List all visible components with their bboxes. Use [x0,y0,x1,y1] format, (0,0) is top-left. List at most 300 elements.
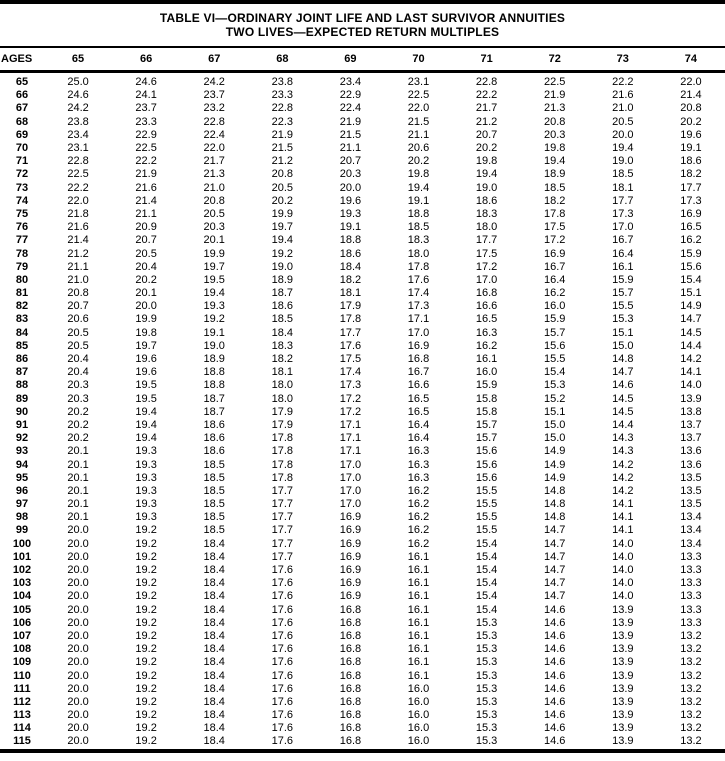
expected-return-multiple: 16.2 [407,537,430,550]
expected-return-multiple: 16.1 [475,353,498,366]
expected-return-multiple: 17.2 [543,234,566,247]
table-row [0,656,725,669]
expected-return-multiple: 20.0 [67,603,89,616]
expected-return-multiple: 20.1 [67,484,89,497]
expected-return-multiple: 16.1 [407,669,430,682]
expected-return-multiple: 18.1 [339,287,362,300]
table-row [0,129,725,142]
expected-return-multiple: 14.9 [543,458,566,471]
table-row [0,261,725,274]
expected-return-multiple: 17.7 [271,511,294,524]
expected-return-multiple: 21.0 [612,102,634,115]
expected-return-multiple: 19.4 [135,432,157,445]
expected-return-multiple: 16.8 [339,669,362,682]
expected-return-multiple: 20.2 [407,155,430,168]
expected-return-multiple: 20.7 [67,300,89,313]
expected-return-multiple: 17.6 [271,643,294,656]
table-row [0,735,725,748]
age-column-header: 67 [180,47,248,72]
table-row [0,564,725,577]
expected-return-multiple: 20.2 [271,194,294,207]
expected-return-multiple: 20.0 [67,669,89,682]
expected-return-multiple: 14.6 [543,682,566,695]
expected-return-multiple: 19.9 [203,247,225,260]
expected-return-multiple: 13.2 [680,669,702,682]
row-age-label: 91 [15,418,29,431]
expected-return-multiple: 19.7 [203,260,225,273]
expected-return-multiple: 18.4 [203,537,225,550]
expected-return-multiple: 17.6 [271,656,294,669]
row-age-label: 73 [15,181,29,194]
expected-return-multiple: 16.9 [407,339,430,352]
expected-return-multiple: 20.5 [135,247,157,260]
expected-return-multiple: 13.3 [680,564,702,577]
expected-return-multiple: 19.3 [135,445,157,458]
expected-return-multiple: 18.6 [339,247,362,260]
expected-return-multiple: 13.9 [612,643,634,656]
expected-return-multiple: 18.5 [543,181,566,194]
expected-return-multiple: 16.9 [680,207,702,220]
expected-return-multiple: 20.3 [67,379,89,392]
expected-return-multiple: 20.0 [67,709,89,722]
expected-return-multiple: 16.8 [339,656,362,669]
expected-return-multiple: 14.6 [543,643,566,656]
expected-return-multiple: 15.3 [475,709,498,722]
expected-return-multiple: 16.5 [407,392,430,405]
expected-return-multiple: 17.6 [271,695,294,708]
expected-return-multiple: 17.6 [271,629,294,642]
expected-return-multiple: 16.8 [339,643,362,656]
table-row [0,538,725,551]
expected-return-multiple: 21.8 [67,207,89,220]
expected-return-multiple: 16.1 [612,260,634,273]
expected-return-multiple: 17.0 [612,221,634,234]
table-row [0,116,725,129]
expected-return-multiple: 14.3 [612,445,634,458]
expected-return-multiple: 13.7 [680,418,702,431]
expected-return-multiple: 17.2 [475,260,498,273]
expected-return-multiple: 24.1 [135,89,157,102]
expected-return-multiple: 22.0 [67,194,89,207]
row-age-label: 93 [15,445,29,458]
expected-return-multiple: 17.8 [407,260,430,273]
expected-return-multiple: 15.3 [475,669,498,682]
expected-return-multiple: 19.3 [203,300,225,313]
expected-return-multiple: 17.7 [271,498,294,511]
expected-return-multiple: 13.3 [680,616,702,629]
expected-return-multiple: 23.1 [407,76,430,89]
expected-return-multiple: 17.6 [271,722,294,735]
expected-return-multiple: 13.9 [612,709,634,722]
expected-return-multiple: 20.0 [67,629,89,642]
expected-return-multiple: 16.1 [407,550,430,563]
expected-return-multiple: 14.9 [680,300,702,313]
row-age-label: 104 [12,590,32,603]
table-row [0,300,725,313]
expected-return-multiple: 13.2 [680,709,702,722]
expected-return-multiple: 18.8 [203,366,225,379]
expected-return-multiple: 18.4 [203,735,225,748]
expected-return-multiple: 17.6 [271,603,294,616]
expected-return-multiple: 19.1 [407,194,430,207]
expected-return-multiple: 15.5 [475,511,498,524]
expected-return-multiple: 19.2 [135,564,157,577]
expected-return-multiple: 15.5 [612,300,634,313]
expected-return-multiple: 19.4 [203,287,225,300]
expected-return-multiple: 16.6 [407,379,430,392]
expected-return-multiple: 19.2 [203,313,225,326]
expected-return-multiple: 15.5 [475,524,498,537]
expected-return-multiple: 15.1 [612,326,634,339]
expected-return-multiple: 20.3 [339,168,362,181]
expected-return-multiple: 18.4 [203,590,225,603]
expected-return-multiple: 16.1 [407,656,430,669]
expected-return-multiple: 17.7 [271,524,294,537]
expected-return-multiple: 17.7 [271,484,294,497]
expected-return-multiple: 16.3 [407,458,430,471]
expected-return-multiple: 14.5 [612,392,634,405]
expected-return-multiple: 16.9 [339,590,362,603]
expected-return-multiple: 20.8 [543,115,566,128]
expected-return-multiple: 17.8 [271,458,294,471]
expected-return-multiple: 20.2 [67,432,89,445]
row-age-label: 94 [15,458,29,471]
expected-return-multiple: 18.5 [203,484,225,497]
table-row [0,89,725,102]
row-age-label: 87 [15,366,29,379]
expected-return-multiple: 15.6 [680,260,702,273]
expected-return-multiple: 16.9 [339,577,362,590]
expected-return-multiple: 15.5 [475,498,498,511]
expected-return-multiple: 16.8 [339,629,362,642]
expected-return-multiple: 20.0 [339,181,362,194]
expected-return-multiple: 21.0 [203,181,225,194]
expected-return-multiple: 15.0 [543,418,566,431]
expected-return-multiple: 14.6 [612,379,634,392]
expected-return-multiple: 16.9 [543,247,566,260]
expected-return-multiple: 14.2 [612,458,634,471]
expected-return-multiple: 22.2 [475,89,498,102]
expected-return-multiple: 14.0 [612,577,634,590]
row-age-label: 69 [15,128,29,141]
expected-return-multiple: 14.7 [543,537,566,550]
expected-return-multiple: 20.7 [135,234,157,247]
expected-return-multiple: 20.3 [203,221,225,234]
expected-return-multiple: 19.7 [135,339,157,352]
table-row [0,142,725,155]
expected-return-multiple: 20.1 [67,471,89,484]
expected-return-multiple: 13.9 [612,616,634,629]
row-age-label: 67 [15,102,29,115]
row-age-label: 92 [15,432,29,445]
expected-return-multiple: 18.5 [203,511,225,524]
expected-return-multiple: 21.5 [271,142,294,155]
expected-return-multiple: 20.8 [203,194,225,207]
expected-return-multiple: 13.3 [680,577,702,590]
expected-return-multiple: 18.5 [203,498,225,511]
expected-return-multiple: 14.8 [543,511,566,524]
expected-return-multiple: 17.2 [339,405,362,418]
expected-return-multiple: 20.2 [67,405,89,418]
expected-return-multiple: 19.3 [135,471,157,484]
expected-return-multiple: 16.0 [407,722,430,735]
expected-return-multiple: 20.0 [67,656,89,669]
expected-return-multiple: 17.5 [475,247,498,260]
expected-return-multiple: 14.0 [680,379,702,392]
expected-return-multiple: 19.9 [135,313,157,326]
expected-return-multiple: 17.4 [407,287,430,300]
expected-return-multiple: 19.6 [135,353,157,366]
expected-return-multiple: 19.4 [543,155,566,168]
expected-return-multiple: 20.0 [67,564,89,577]
table-row [0,524,725,537]
row-age-label: 84 [15,326,29,339]
table-row [0,379,725,392]
table-row [0,155,725,168]
expected-return-multiple: 19.4 [135,405,157,418]
expected-return-multiple: 17.6 [271,682,294,695]
expected-return-multiple: 20.3 [543,128,566,141]
row-age-label: 74 [15,194,29,207]
row-age-label: 68 [15,115,29,128]
expected-return-multiple: 13.9 [612,722,634,735]
expected-return-multiple: 17.6 [271,577,294,590]
expected-return-multiple: 18.4 [203,550,225,563]
expected-return-multiple: 13.3 [680,590,702,603]
expected-return-multiple: 16.0 [407,682,430,695]
expected-return-multiple: 17.6 [271,564,294,577]
expected-return-multiple: 18.3 [475,207,498,220]
expected-return-multiple: 18.4 [203,709,225,722]
expected-return-multiple: 21.1 [67,260,89,273]
expected-return-multiple: 20.2 [680,115,702,128]
expected-return-multiple: 15.4 [475,564,498,577]
expected-return-multiple: 13.9 [612,695,634,708]
row-age-label: 71 [15,155,29,168]
expected-return-multiple: 17.2 [339,392,362,405]
expected-return-multiple: 17.0 [339,498,362,511]
expected-return-multiple: 22.5 [135,142,157,155]
expected-return-multiple: 16.2 [407,524,430,537]
expected-return-multiple: 23.3 [271,89,294,102]
expected-return-multiple: 21.2 [271,155,294,168]
expected-return-multiple: 20.6 [407,142,430,155]
expected-return-multiple: 15.7 [475,432,498,445]
expected-return-multiple: 17.9 [271,418,294,431]
expected-return-multiple: 17.4 [339,366,362,379]
row-age-label: 115 [13,735,31,748]
expected-return-multiple: 19.5 [135,379,157,392]
expected-return-multiple: 19.4 [612,142,634,155]
expected-return-multiple: 14.5 [612,405,634,418]
expected-return-multiple: 17.6 [271,590,294,603]
row-age-label: 80 [15,273,29,286]
expected-return-multiple: 13.3 [680,550,702,563]
expected-return-multiple: 14.1 [680,366,702,379]
row-age-label: 98 [15,511,29,524]
expected-return-multiple: 14.7 [543,590,566,603]
expected-return-multiple: 19.3 [135,458,157,471]
expected-return-multiple: 13.8 [680,405,702,418]
expected-return-multiple: 16.2 [475,339,498,352]
expected-return-multiple: 19.4 [135,418,157,431]
expected-return-multiple: 19.0 [203,339,225,352]
expected-return-multiple: 19.4 [271,234,294,247]
expected-return-multiple: 17.3 [407,300,430,313]
expected-return-multiple: 20.0 [612,128,634,141]
expected-return-multiple: 16.1 [407,603,430,616]
table-body [0,72,725,749]
expected-return-multiple: 23.2 [203,102,225,115]
expected-return-multiple: 17.7 [680,181,702,194]
expected-return-multiple: 19.2 [135,550,157,563]
expected-return-multiple: 23.8 [271,76,294,89]
expected-return-multiple: 19.1 [203,326,225,339]
expected-return-multiple: 15.9 [475,379,498,392]
expected-return-multiple: 15.3 [475,735,498,748]
expected-return-multiple: 16.1 [407,590,430,603]
expected-return-multiple: 20.0 [67,550,89,563]
expected-return-multiple: 21.4 [135,194,157,207]
expected-return-multiple: 21.1 [135,207,157,220]
expected-return-multiple: 14.2 [612,471,634,484]
row-age-label: 76 [15,221,29,234]
expected-return-multiple: 18.4 [203,603,225,616]
expected-return-multiple: 17.3 [612,207,634,220]
table-row [0,274,725,287]
expected-return-multiple: 17.1 [339,445,362,458]
expected-return-multiple: 20.5 [67,339,89,352]
expected-return-multiple: 15.3 [475,682,498,695]
expected-return-multiple: 15.7 [612,287,634,300]
expected-return-multiple: 20.0 [67,577,89,590]
expected-return-multiple: 20.0 [67,695,89,708]
expected-return-multiple: 14.6 [543,709,566,722]
expected-return-multiple: 20.1 [67,445,89,458]
expected-return-multiple: 14.1 [612,498,634,511]
age-column-header: 71 [453,47,521,72]
expected-return-multiple: 22.0 [407,102,430,115]
expected-return-multiple: 22.8 [67,155,89,168]
expected-return-multiple: 14.7 [543,524,566,537]
table-row [0,182,725,195]
expected-return-multiple: 15.8 [475,392,498,405]
row-age-label: 89 [15,392,29,405]
expected-return-multiple: 18.4 [339,260,362,273]
expected-return-multiple: 17.3 [680,194,702,207]
expected-return-multiple: 21.1 [339,142,362,155]
expected-return-multiple: 13.5 [680,484,702,497]
expected-return-multiple: 17.6 [339,339,362,352]
table-row [0,195,725,208]
expected-return-multiple: 22.2 [612,76,634,89]
expected-return-multiple: 15.3 [543,379,566,392]
expected-return-multiple: 17.5 [339,353,362,366]
expected-return-multiple: 20.0 [67,537,89,550]
expected-return-multiple: 13.6 [680,458,702,471]
table-row [0,643,725,656]
expected-return-multiple: 19.3 [135,511,157,524]
expected-return-multiple: 22.8 [271,102,294,115]
expected-return-multiple: 20.4 [67,366,89,379]
expected-return-multiple: 20.0 [67,616,89,629]
expected-return-multiple: 18.6 [475,194,498,207]
table-header [0,47,725,72]
age-column-header: 70 [384,47,452,72]
expected-return-multiple: 14.6 [543,616,566,629]
expected-return-multiple: 14.0 [612,537,634,550]
expected-return-multiple: 18.2 [543,194,566,207]
row-age-label: 79 [15,260,29,273]
expected-return-multiple: 17.0 [339,484,362,497]
expected-return-multiple: 16.1 [407,616,430,629]
row-age-label: 101 [12,550,32,563]
row-age-label: 77 [15,234,29,247]
expected-return-multiple: 13.2 [680,656,702,669]
expected-return-multiple: 18.0 [271,392,294,405]
expected-return-multiple: 18.6 [203,445,225,458]
expected-return-multiple: 15.7 [475,418,498,431]
expected-return-multiple: 18.9 [271,273,294,286]
expected-return-multiple: 21.9 [543,89,566,102]
row-age-label: 81 [15,287,29,300]
table-row [0,393,725,406]
table-row [0,511,725,524]
title-line-2: TWO LIVES—EXPECTED RETURN MULTIPLES [225,25,500,39]
expected-return-multiple: 16.8 [339,735,362,748]
joint-life-annuity-table [0,46,725,749]
expected-return-multiple: 19.8 [407,168,430,181]
expected-return-multiple: 22.9 [339,89,362,102]
table-row [0,327,725,340]
expected-return-multiple: 19.9 [271,207,294,220]
expected-return-multiple: 13.5 [680,498,702,511]
expected-return-multiple: 20.1 [67,511,89,524]
expected-return-multiple: 18.1 [612,181,634,194]
expected-return-multiple: 14.7 [680,313,702,326]
expected-return-multiple: 16.1 [407,629,430,642]
table-title [0,4,725,46]
expected-return-multiple: 14.6 [543,629,566,642]
expected-return-multiple: 19.2 [135,629,157,642]
expected-return-multiple: 21.9 [271,128,294,141]
expected-return-multiple: 14.6 [543,669,566,682]
expected-return-multiple: 20.8 [67,287,89,300]
table-row [0,485,725,498]
expected-return-multiple: 17.7 [339,326,362,339]
expected-return-multiple: 16.0 [543,300,566,313]
expected-return-multiple: 21.6 [67,221,89,234]
row-age-label: 112 [13,695,31,708]
table-row [0,604,725,617]
expected-return-multiple: 14.7 [612,366,634,379]
table-row [0,419,725,432]
row-age-label: 75 [15,207,29,220]
expected-return-multiple: 18.5 [203,458,225,471]
expected-return-multiple: 14.9 [543,471,566,484]
expected-return-multiple: 14.2 [680,353,702,366]
expected-return-multiple: 18.0 [407,247,430,260]
row-age-label: 82 [15,300,29,313]
expected-return-multiple: 19.3 [339,207,362,220]
expected-return-multiple: 16.4 [612,247,634,260]
row-age-label: 105 [12,603,32,616]
expected-return-multiple: 20.1 [135,287,157,300]
expected-return-multiple: 16.4 [407,432,430,445]
table-row [0,247,725,260]
expected-return-multiple: 21.3 [543,102,566,115]
table-row [0,696,725,709]
